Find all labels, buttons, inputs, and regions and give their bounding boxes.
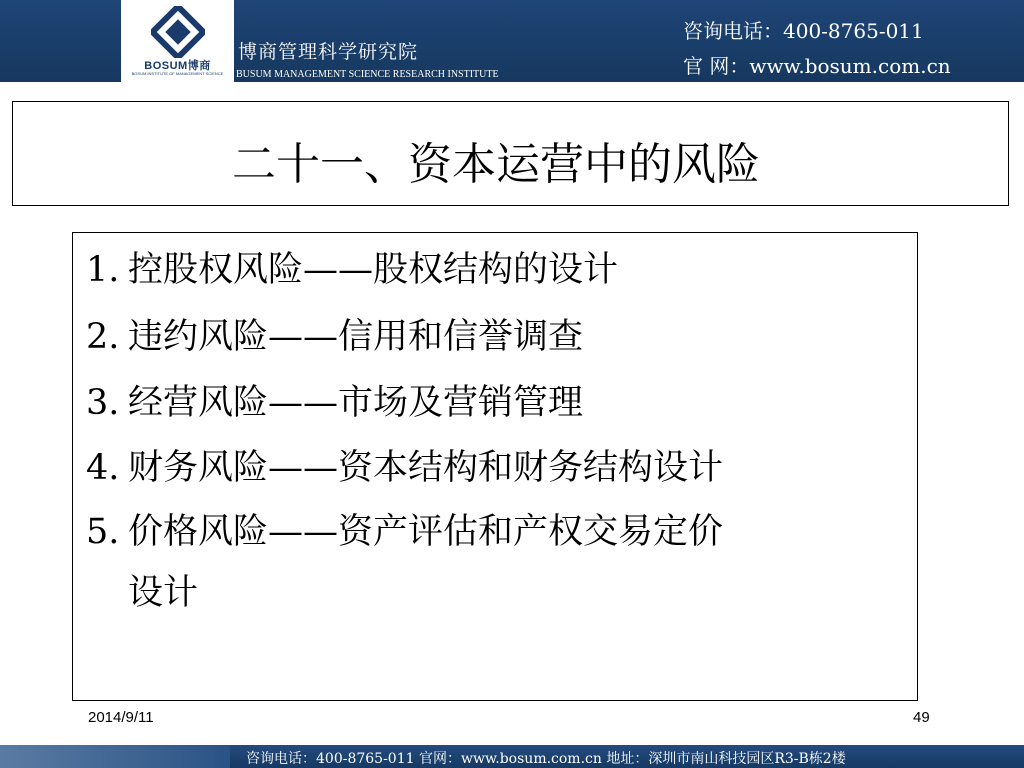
list-item-text: 价格风险——资产评估和产权交易定价	[128, 512, 724, 552]
footer-contact: 咨询电话：400-8765-011 官网：www.bosum.com.cn 地址：深圳市南山科技园区R3-B栋2楼	[246, 751, 846, 767]
list-item-text: 经营风险——市场及营销管理	[128, 383, 584, 423]
list-item-text: 控股权风险——股权结构的设计	[128, 250, 619, 290]
list-item-text: 违约风险——信用和信誉调查	[128, 317, 584, 357]
list-item	[86, 383, 584, 423]
list-item-text: 财务风险——资本结构和财务结构设计	[128, 448, 724, 488]
slide-title: 二十一、资本运营中的风险	[232, 139, 760, 190]
list-item-number: 5.	[86, 512, 120, 552]
page-number: 49	[913, 709, 930, 726]
org-name-cn: 博商管理科学研究院	[238, 41, 419, 63]
list-item-number: 1.	[86, 250, 120, 290]
list-item-continuation: 设计	[128, 573, 199, 613]
contact-website: 官 网：www.bosum.com.cn	[683, 54, 951, 78]
logo-wordmark: BOSUM博商	[144, 60, 211, 72]
slide-date: 2014/9/11	[88, 709, 154, 726]
list-item-number: 3.	[86, 383, 120, 423]
logo-subtitle: BOSUM INSTITUTE OF MANAGEMENT SCIENCE	[131, 71, 224, 76]
list-item	[86, 448, 724, 488]
list-item	[86, 317, 584, 357]
contact-phone: 咨询电话：400-8765-011	[683, 19, 924, 43]
list-item	[86, 512, 724, 552]
list-item-number: 2.	[86, 317, 120, 357]
header-banner	[0, 0, 1024, 82]
logo-mark-icon	[151, 6, 205, 58]
list-item-number: 4.	[86, 448, 120, 488]
list-item	[86, 250, 619, 290]
org-name-en: BUSUM MANAGEMENT SCIENCE RESEARCH INSTITUTE	[236, 69, 499, 80]
logo	[121, 0, 234, 82]
